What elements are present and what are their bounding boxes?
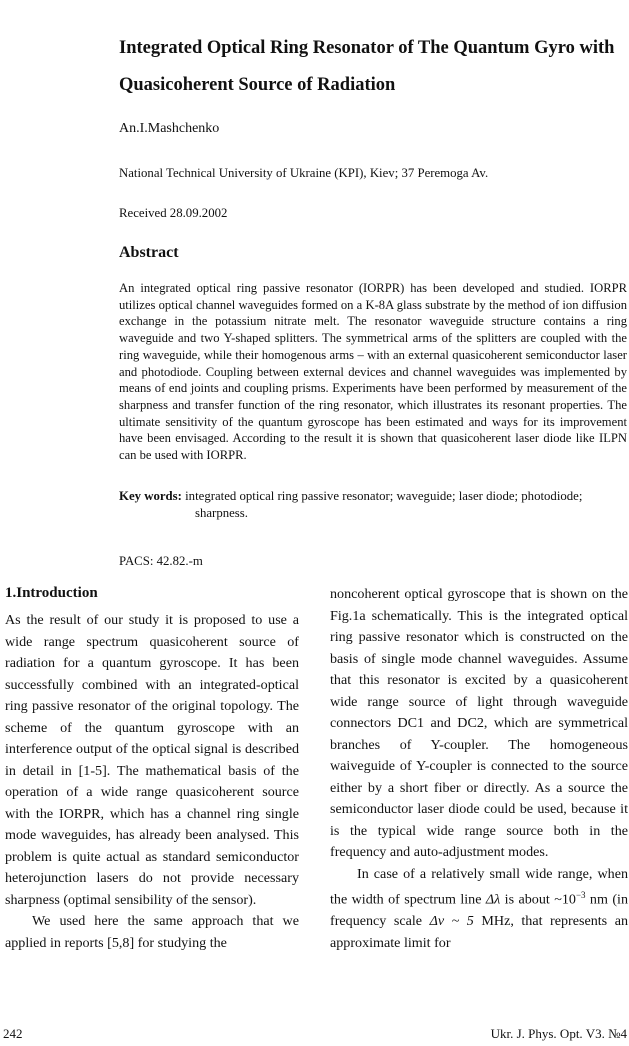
paragraph-text: is about bbox=[500, 891, 555, 908]
keywords-label: Key words: bbox=[119, 489, 182, 503]
math-exponent: −3 bbox=[575, 890, 586, 900]
keywords-text-continued: sharpness. bbox=[195, 506, 248, 520]
journal-name: Ukr. J. Phys. Opt. V3. bbox=[490, 1026, 609, 1041]
keywords-text: integrated optical ring passive resonator; waveguide; laser diode; photodiode; bbox=[185, 489, 583, 503]
paragraph: noncoherent optical gyroscope that is shown on the Fig.1a schematically. This is the integrated optical ring passive resonator which is constructed on the basis of single mode channel waveguides. Assume that this resonator is excited by a quasicoherent wide range source of light through waveguide connectors DC1 and DC2, which are symmetrical branches of Y-coupler. The homogeneous waiveguide of Y-coupler is connected to the source either by a short fiber or directly. As a source the semiconductor laser diode could be used, because it is the typical wide range source both in the frequency and auto-adjustment modes. bbox=[330, 586, 628, 860]
section-heading-introduction: 1.Introduction bbox=[5, 585, 98, 601]
paragraph-text: nm (in frequency scale bbox=[330, 891, 628, 930]
math-delta-lambda: Δλ bbox=[485, 891, 501, 908]
received-date: Received 28.09.2002 bbox=[119, 206, 228, 220]
author-name: An.I.Mashchenko bbox=[119, 121, 220, 136]
keywords-block bbox=[119, 488, 624, 522]
paragraph: As the result of our study it is proposed to use a wide range spectrum quasicoherent source of radiation for a quantum gyroscope. It has been successfully combined with an integrated-optical ring passive resonator of the original topology. The scheme of the quantum gyroscope with an interference output of the optical signal is described in detail in [1-5]. The mathematical basis of the operation of a wide range quasicoherent source with the IORPR, which has a channel ring single mode waveguides, has already been analysed. This problem is quite actual as standard semiconductor heterojunction lasers do not provide necessary sharpness (optimal sensibility of the sensor). bbox=[5, 612, 299, 908]
paragraph-text: In case of a relatively small wide range, when the width of spectrum line bbox=[330, 865, 628, 908]
paper-title: Integrated Optical Ring Resonator of The Quantum Gyro with Quasicoherent Source of Radiation bbox=[119, 38, 615, 95]
math-order-value: ~10 bbox=[554, 891, 576, 908]
paragraph: We used here the same approach that we applied in reports [5,8] for studying the bbox=[5, 913, 299, 951]
left-column bbox=[5, 610, 299, 954]
abstract-heading: Abstract bbox=[119, 244, 179, 261]
journal-reference bbox=[453, 1026, 627, 1042]
right-column bbox=[330, 584, 628, 954]
pacs-code: PACS: 42.82.-m bbox=[119, 554, 203, 568]
paragraph bbox=[330, 864, 628, 955]
issue-number: №4 bbox=[608, 1026, 627, 1041]
math-delta-nu: Δν ~ 5 bbox=[429, 913, 474, 930]
abstract-body: An integrated optical ring passive resonator (IORPR) has been developed and studied. IORPR utilizes optical channel waveguides formed on a K-8A glass substrate by the method of ion diffusion exchange in the potassium nitrate melt. The resonator waveguide structure contains a ring waveguide and two Y-shaped splitters. The symmetrical arms of the splitters are coupled with the ring waveguide, while their homogenous arms – with an external quasicoherent semiconductor laser and photodiode. Coupling between external devices and channel waveguides was implemented by means of end joints and coupling prisms. Experiments have been performed by measurement of the sharpness and transfer function of the ring resonator, which illustrates its resonant properties. The ultimate sensitivity of the quantum gyroscope has been estimated and ways for its improvement have been envisaged. According to the result it is shown that quasicoherent laser diode like ILPN can be used with IORPR. bbox=[119, 281, 627, 463]
paragraph-text: MHz, that represents an approximate limit for bbox=[330, 913, 628, 951]
affiliation: National Technical University of Ukraine (KPI), Kiev; 37 Peremoga Av. bbox=[119, 166, 489, 180]
page-number: 242 bbox=[3, 1026, 23, 1041]
